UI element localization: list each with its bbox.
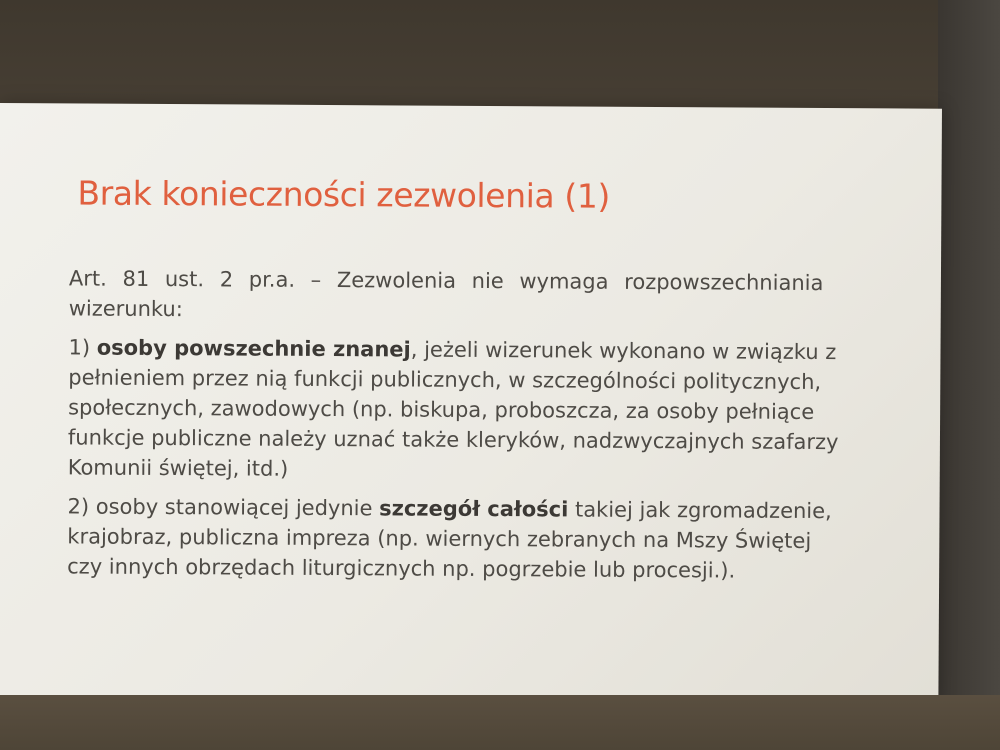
wall — [938, 0, 1000, 750]
point-1-line: Komunii świętej, itd.) — [67, 455, 289, 481]
intro-paragraph — [69, 263, 942, 328]
point-1-number: 1) — [68, 335, 97, 360]
point-1-paragraph — [68, 332, 942, 487]
slide-body — [67, 263, 942, 595]
point-2-text: 2) osoby stanowiącej jedynie — [67, 494, 380, 521]
point-1-text: , jeżeli wizerunek wykonano w związku z — [410, 337, 837, 365]
point-1-line: pełnieniem przez nią funkcji publicznych, w szczególności politycznych, — [68, 365, 822, 395]
projected-slide — [0, 103, 942, 701]
point-2-text: takiej jak zgromadzenie, — [568, 497, 832, 524]
point-1-line: funkcje publiczne należy uznać także kleryków, nadzwyczajnych szafarzy — [67, 425, 839, 455]
point-2-paragraph — [67, 491, 942, 586]
point-1-line: społecznych, zawodowych (np. biskupa, proboszcza, za osoby pełniące — [68, 395, 815, 424]
point-2-line: krajobraz, publiczna impreza (np. wiernych zebranych na Mszy Świętej — [67, 524, 812, 553]
below-screen-area — [0, 695, 1000, 750]
intro-line: wizerunku: — [68, 296, 183, 322]
point-2-line: czy innych obrzędach liturgicznych np. pogrzebie lub procesji.). — [67, 554, 736, 583]
point-2-bold-phrase: szczegół całości — [379, 496, 569, 522]
intro-line: Art. 81 ust. 2 pr.a. – Zezwolenia nie wymaga rozpowszechniania — [68, 266, 824, 296]
slide-title: Brak konieczności zezwolenia (1) — [77, 173, 611, 216]
point-1-bold-phrase: osoby powszechnie znanej — [96, 335, 411, 362]
